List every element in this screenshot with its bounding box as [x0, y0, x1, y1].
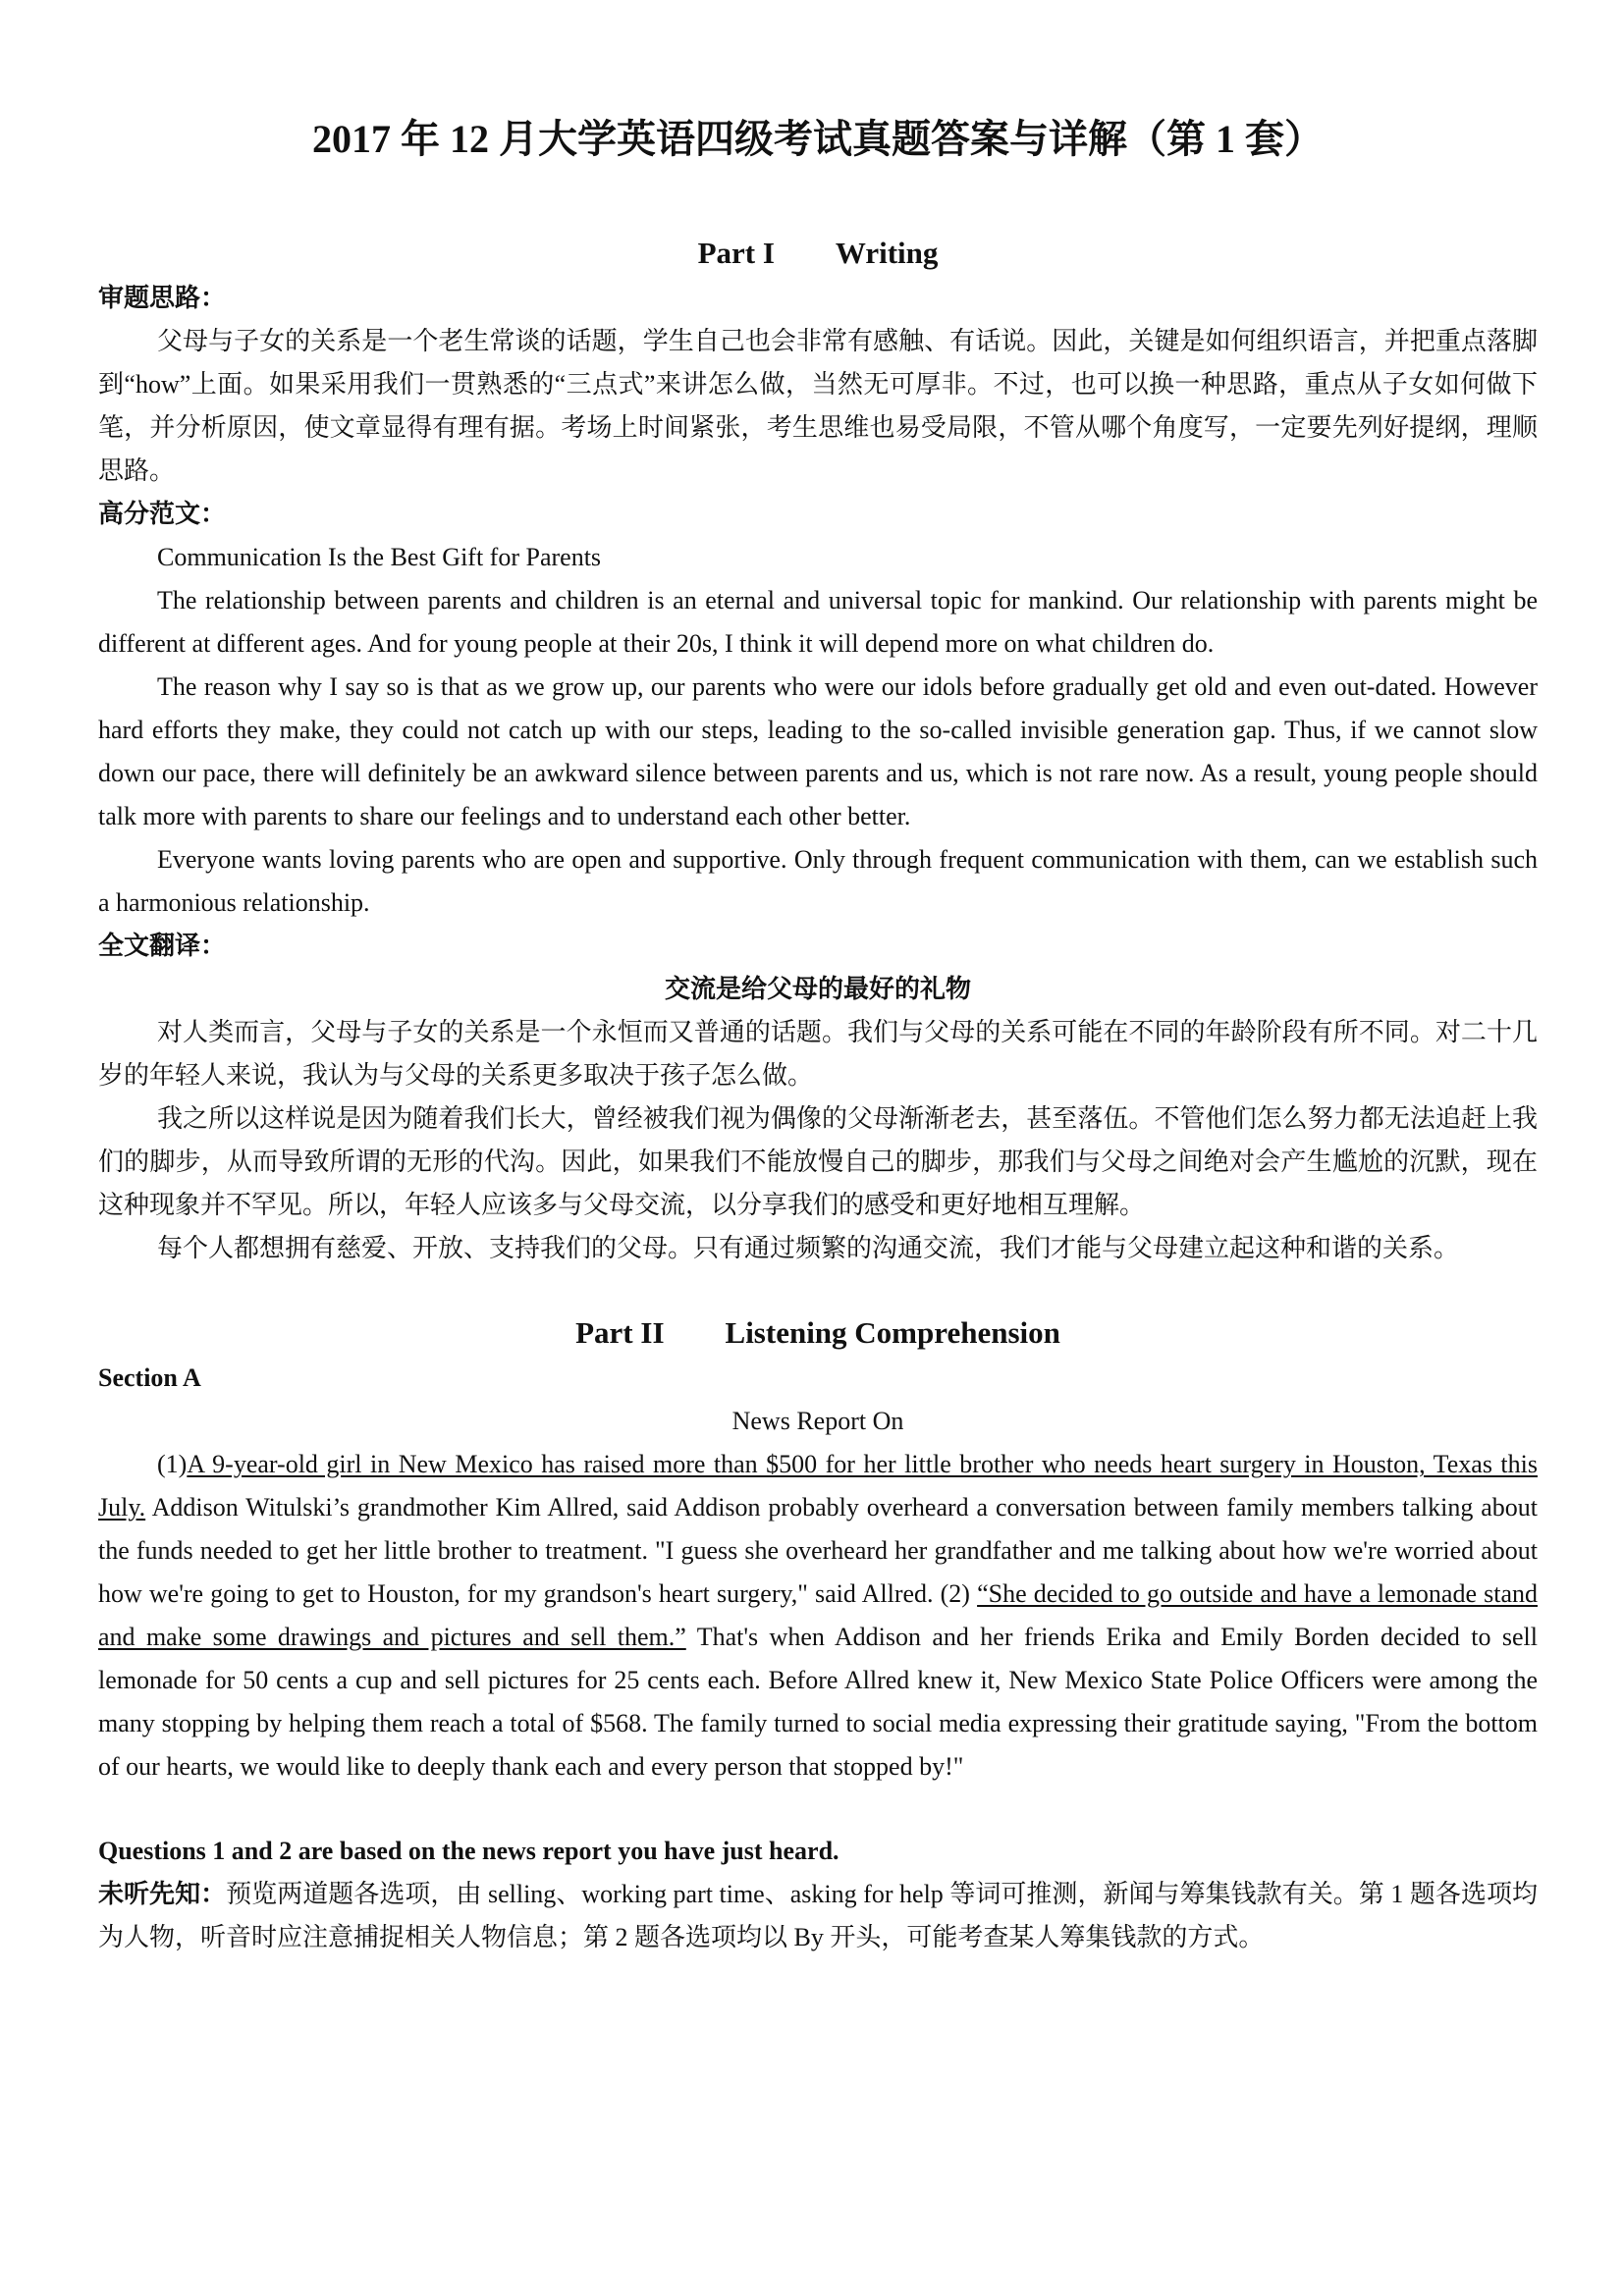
essay-paragraph: Everyone wants loving parents who are open and supportive. Only through frequent communication with them, can we establish such a harmonious relationship. — [98, 845, 1538, 917]
document-title: 2017 年 12 月大学英语四级考试真题答案与详解（第 1 套） — [312, 117, 1324, 161]
part1-name: Writing — [835, 236, 939, 270]
news-text-1: Addison Witulski’s grandmother Kim Allred, said Addison probably overheard a conversation between family members talking about the funds needed to get her little brother to treatment. "I guess she overheard her grandfather and me talking about how we're worried about how we're going to get to Houston, for my grandson's heart surgery," said Allred. — [98, 1493, 1538, 1608]
analysis-label: 审题思路： — [98, 284, 227, 312]
answer-underline-2: “She decided to go outside and have a lemonade stand and make some drawings and pictures and sell them.” — [98, 1579, 1538, 1651]
preview-text: 预览两道题各选项，由 selling、working part time、asking for help 等词可推测，新闻与筹集钱款有关。第 1 题各选项均为人物，听音时应注意捕捉相关人物信息；第 2 题各选项均以 By 开头，可能考查某人筹集钱款的方式。 — [98, 1880, 1538, 1951]
part2-name: Listening Comprehension — [725, 1315, 1060, 1350]
spacer — [98, 1789, 1538, 1830]
translation-paragraph: 我之所以这样说是因为随着我们长大，曾经被我们视为偶像的父母渐渐老去，甚至落伍。不管他们怎么努力都无法追赶上我们的脚步，从而导致所谓的无形的代沟。因此，如果我们不能放慢自己的脚步，那我们与父母之间绝对会产生尴尬的沉默，现在这种现象并不罕见。所以，年轻人应该多与父母交流，以分享我们的感受和更好地相互理解。 — [98, 1104, 1538, 1219]
news-report-heading: News Report On — [731, 1407, 904, 1435]
essay-paragraph: The reason why I say so is that as we grow up, our parents who were our idols before gradually get old and even out-dated. However hard efforts they make, they could not catch up with our steps, leading to the so-called invisible generation gap. Thus, if we cannot slow down our pace, there will definitely be an awkward silence between parents and us, which is not rare now. As a result, young people should talk more with parents to share our feelings and to understand each other better. — [98, 672, 1538, 830]
part2-number: Part II — [575, 1315, 665, 1350]
translation-paragraph: 对人类而言，父母与子女的关系是一个永恒而又普通的话题。我们与父母的关系可能在不同的年龄阶段有所不同。对二十几岁的年轻人来说，我认为与父母的关系更多取决于孩子怎么做。 — [98, 1018, 1538, 1090]
spacer — [98, 1270, 1538, 1309]
translation-title: 交流是给父母的最好的礼物 — [664, 975, 971, 1003]
translation-label: 全文翻译： — [98, 932, 227, 960]
news-text-2: That's when Addison and her friends Erika and Emily Borden decided to sell lemonade for 50 cents a cup and sell pictures for 25 cents each. Before Allred knew it, New Mexico State Police Officers were among the many stopping by helping them reach a total of $568. The family turned to social media expressing their gratitude saying, "From the bottom of our hearts, we would like to deeply thank each and every person that stopped by!" — [98, 1623, 1538, 1781]
part2-heading — [98, 1309, 1538, 1357]
preview-paragraph — [98, 1873, 1538, 1959]
part1-number: Part I — [697, 236, 775, 270]
sample-essay-label: 高分范文： — [98, 500, 227, 528]
questions-heading: Questions 1 and 2 are based on the news report you have just heard. — [98, 1837, 839, 1865]
essay-paragraph: The relationship between parents and children is an eternal and universal topic for mankind. Our relationship with parents might be different at different ages. And for young people at their 20s, I think it will depend more on what children do. — [98, 586, 1538, 658]
answer-underline-1: A 9-year-old girl in New Mexico has raised more than $500 for her little brother who needs heart surgery in Houston, Texas this July. — [98, 1450, 1538, 1522]
translation-paragraph: 每个人都想拥有慈爱、开放、支持我们的父母。只有通过频繁的沟通交流，我们才能与父母建立起这种和谐的关系。 — [157, 1234, 1460, 1262]
question-marker-1: (1) — [157, 1450, 188, 1478]
part1-heading — [98, 230, 1538, 277]
analysis-text: 父母与子女的关系是一个老生常谈的话题，学生自己也会非常有感触、有话说。因此，关键是如何组织语言，并把重点落脚到“how”上面。如果采用我们一贯熟悉的“三点式”来讲怎么做，当然无可厚非。不过，也可以换一种思路，重点从子女如何做下笔，并分析原因，使文章显得有理有据。考场上时间紧张，考生思维也易受局限，不管从哪个角度写，一定要先列好提纲，理顺思路。 — [98, 327, 1538, 485]
essay-title: Communication Is the Best Gift for Parents — [157, 543, 602, 571]
preview-label: 未听先知： — [98, 1880, 227, 1908]
news-report-text — [98, 1443, 1538, 1789]
question-marker-2: (2) — [940, 1579, 978, 1608]
section-a-label: Section A — [98, 1363, 201, 1392]
